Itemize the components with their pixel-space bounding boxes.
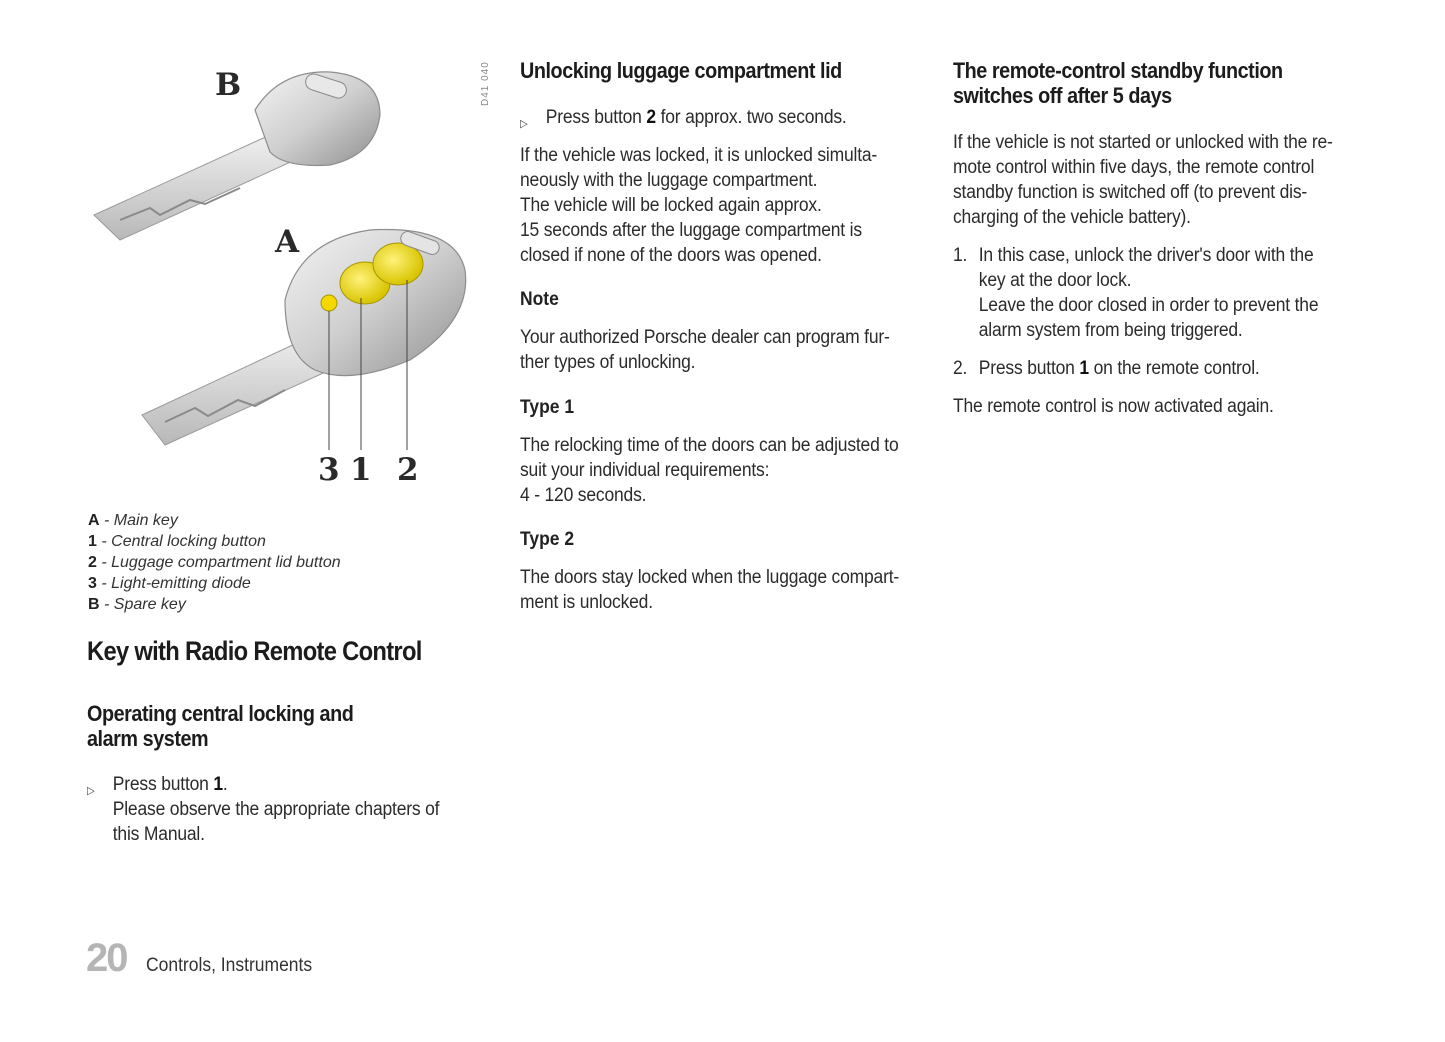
type1-paragraph: The relocking time of the doors can be adjusted to suit your individual requirements: 4 - 120 seconds. [520,435,899,506]
label-b: B [215,67,242,103]
type2-paragraph: The doors stay locked when the luggage compart- ment is unlocked. [520,567,900,613]
paragraph-luggage: If the vehicle was locked, it is unlocked simulta- neously with the luggage compartment. The vehicle will be locked again approx. 15 seconds after the luggage compartment is closed if none of the doors was opened. [520,145,878,266]
note-paragraph: Your authorized Porsche dealer can program fur- ther types of unlocking. [520,327,890,373]
legend-item: B - Spare key [88,596,186,613]
type1-heading: Type 1 [520,397,575,418]
figure-code: D41 040 [480,61,491,106]
section-heading-central-locking: Operating central locking and alarm system [87,701,354,751]
page-title: Key with Radio Remote Control [87,636,422,666]
legend-item: 1 - Central locking button [88,533,266,550]
key-illustration [80,40,500,500]
triangle-bullet-icon: ▷ [520,118,528,130]
step-central-locking: ▷ Press button 1. Please observe the appropriate chapters of this Manual. [87,774,440,845]
label-a: A [275,224,300,260]
number-1: 1 [350,452,372,488]
number-2: 2 [397,452,419,488]
legend [88,510,341,615]
legend-item: 3 - Light-emitting diode [88,575,251,592]
number-3: 3 [318,452,340,488]
note-heading: Note [520,289,559,310]
section-heading-luggage: Unlocking luggage compartment lid [520,58,842,83]
list-item: 2. Press button 1 on the remote control. [953,358,1260,379]
type2-heading: Type 2 [520,529,575,550]
legend-item: 2 - Luggage compartment lid button [88,554,341,571]
paragraph-activated: The remote control is now activated again. [953,396,1274,417]
list-item: 1. In this case, unlock the driver's door with the key at the door lock. Leave the door closed in order to prevent the alarm system from being triggered. [953,245,1319,341]
paragraph-standby: If the vehicle is not started or unlocked with the re- mote control within five days, the remote control standby function is switched off (to prevent dis- charging of the vehicle battery). [953,132,1333,228]
legend-item: A - Main key [88,512,178,529]
page-number: 20 [86,936,127,980]
section-heading-standby: The remote-control standby function switches off after 5 days [953,58,1283,108]
footer-section: Controls, Instruments [146,955,313,976]
step-luggage: ▷ Press button 2 for approx. two seconds. [520,105,847,130]
main-key [142,230,466,446]
triangle-bullet-icon: ▷ [87,785,95,797]
